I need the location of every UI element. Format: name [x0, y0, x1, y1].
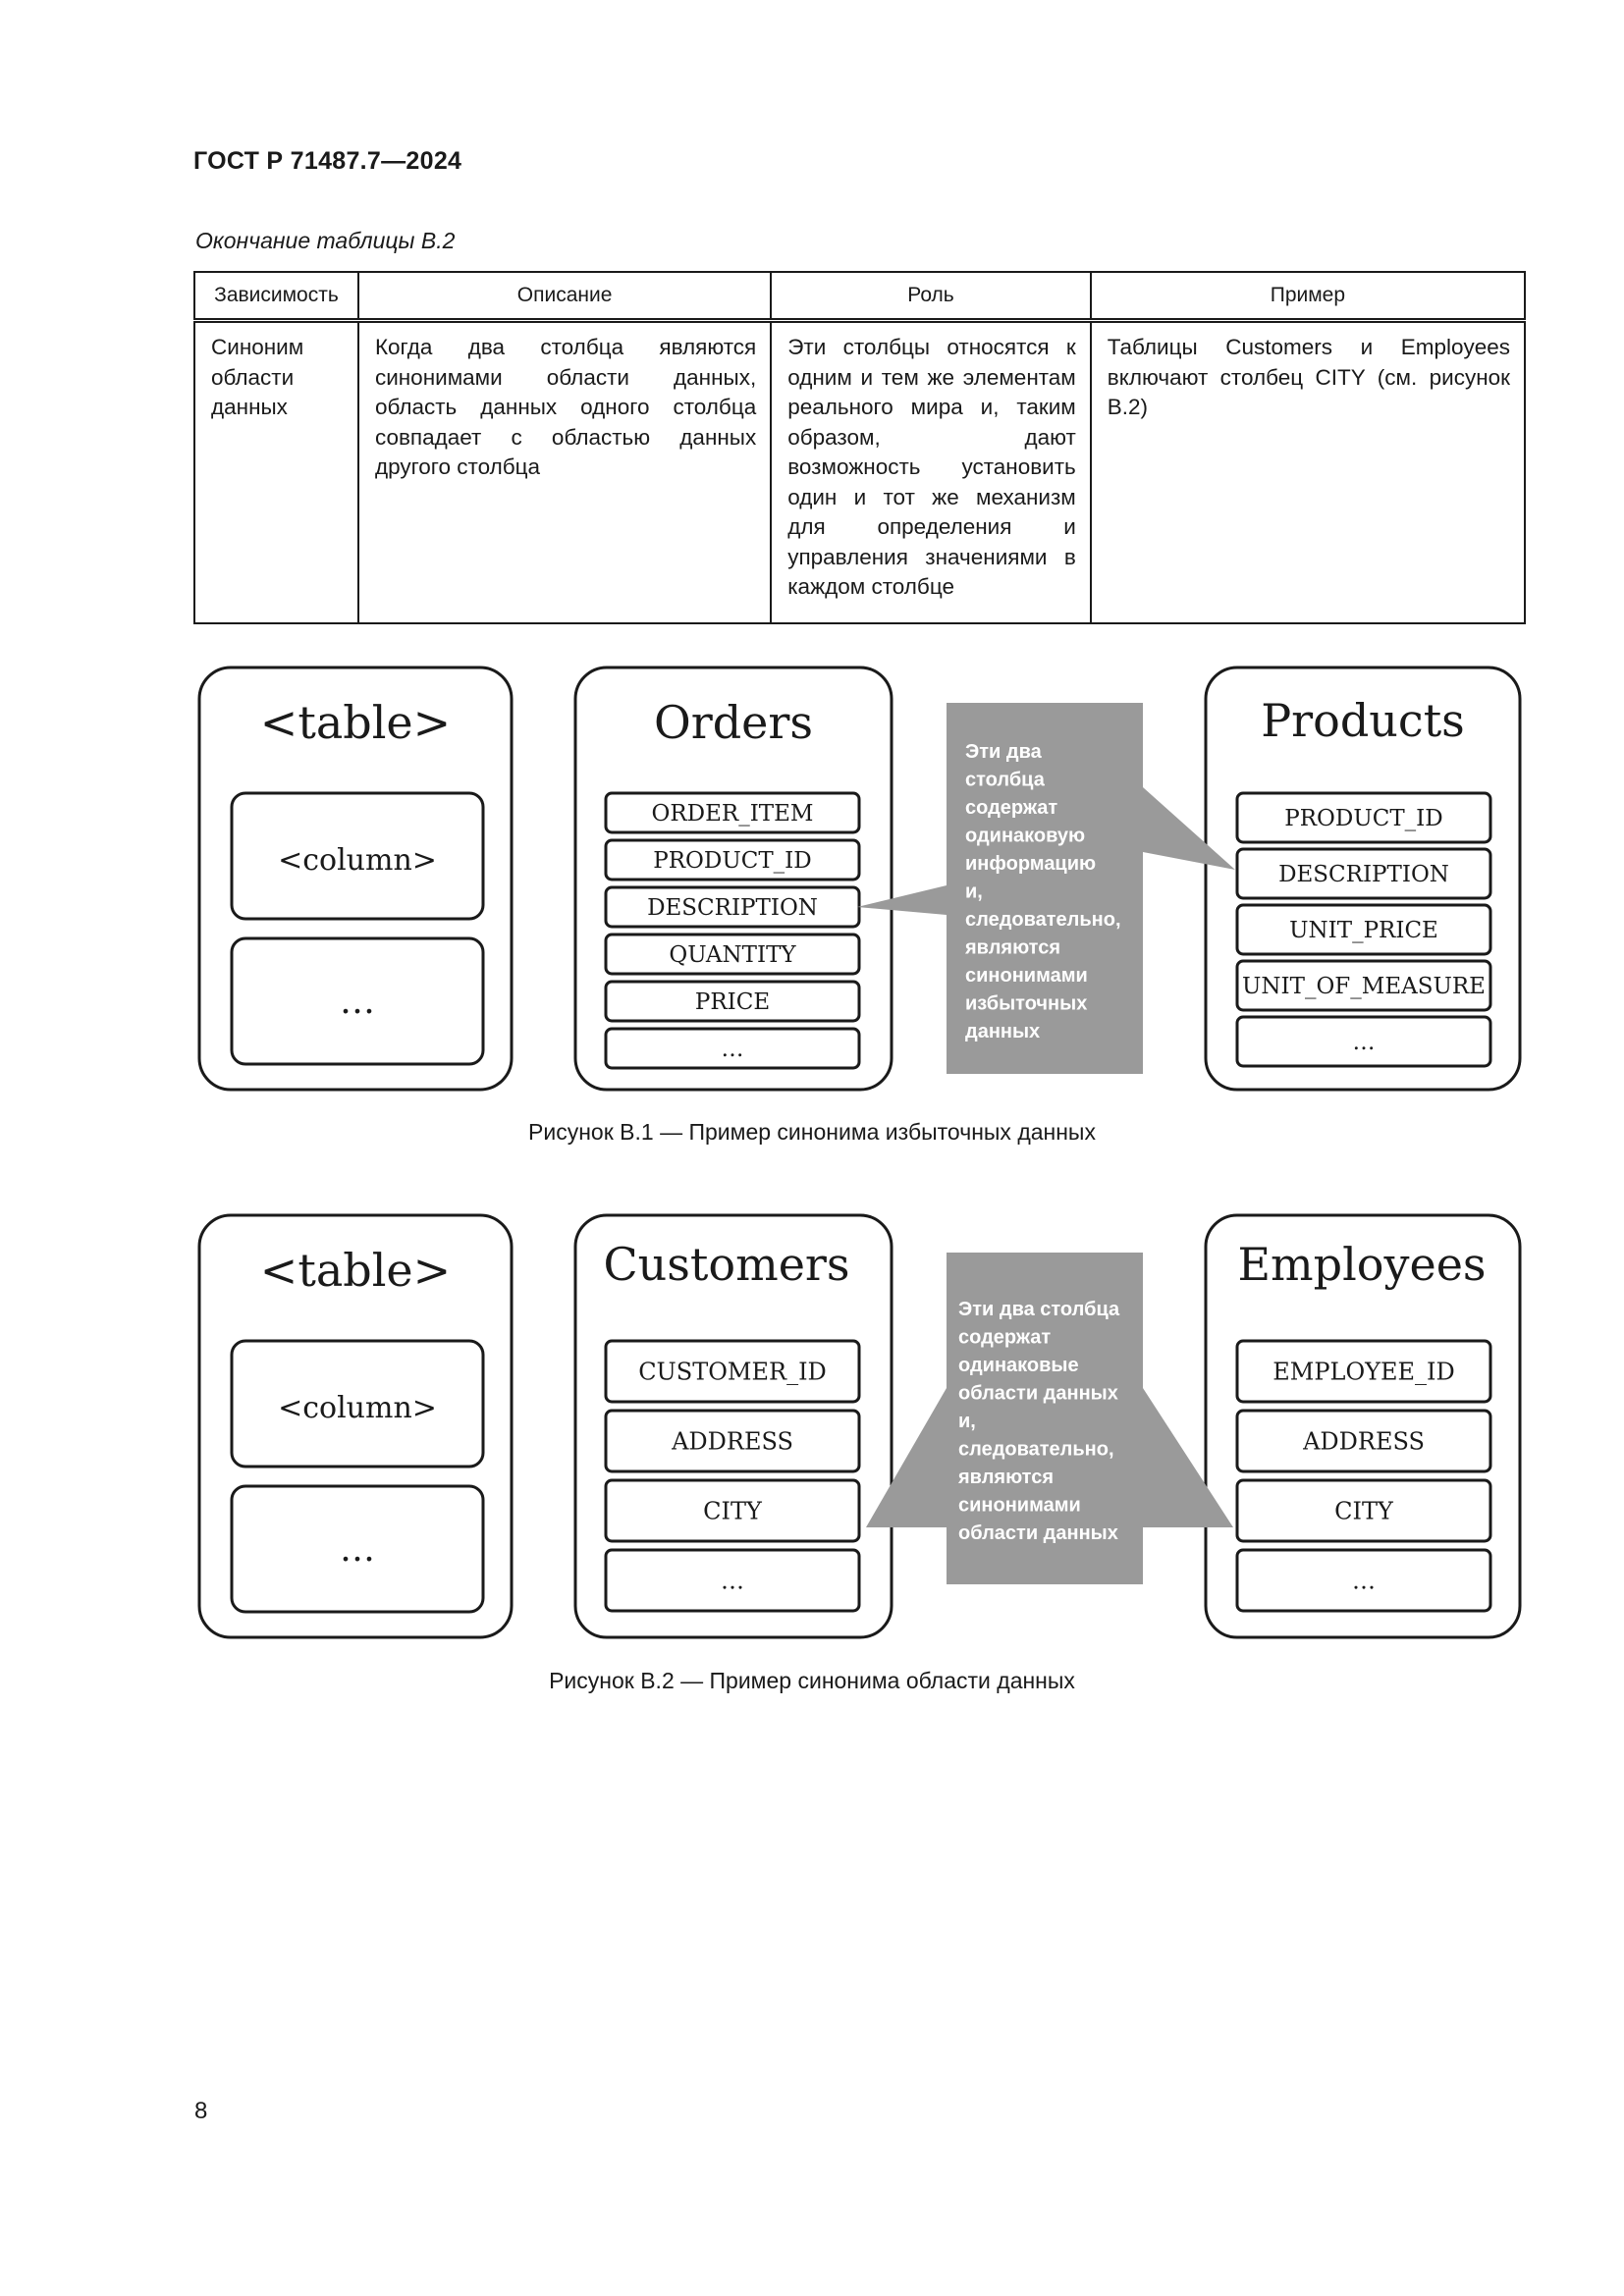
generic-column-label: <column> [278, 1391, 437, 1425]
callout-line: одинаковые [958, 1355, 1079, 1376]
dependency-table [193, 271, 1526, 624]
callout-line: содержат [958, 1326, 1052, 1349]
cell-role: Эти столбцы относятся к одним и тем же элементам реального мира и, таким образом, дают возможность установить один и тот же механизм для определения и управления значениями в каждом столбце [771, 321, 1091, 624]
customers-field-label: CUSTOMER_ID [638, 1358, 827, 1386]
callout-line: Эти два столбца [958, 1299, 1120, 1320]
products-field-label: … [1352, 1030, 1376, 1056]
figure-b2-diagram [193, 1211, 1526, 1641]
products-field-label: PRODUCT_ID [1284, 806, 1443, 832]
cell-example: Таблицы Customers и Employees включают столбец CITY (см. рисунок В.2) [1091, 321, 1525, 624]
callout-line: следовательно, [958, 1438, 1114, 1461]
callout-line: синонимами [958, 1494, 1081, 1517]
callout-line: одинаковую [965, 825, 1086, 847]
customers-field-label: CITY [703, 1497, 762, 1525]
products-title: Products [1261, 694, 1465, 747]
orders-field-label: PRODUCT_ID [653, 848, 812, 875]
standard-header: ГОСТ Р 71487.7—2024 [193, 147, 462, 175]
callout-line: области данных [958, 1382, 1118, 1405]
cell-dependency: Синоним области данных [194, 321, 358, 624]
callout-line: Эти два [965, 741, 1042, 763]
callout-line: синонимами [965, 965, 1088, 987]
orders-title: Orders [654, 696, 813, 749]
column-header-description: Описание [358, 272, 771, 321]
figure-b1-diagram [193, 664, 1526, 1094]
generic-table-title: <table> [259, 696, 452, 749]
products-field-label: DESCRIPTION [1278, 862, 1449, 888]
employees-field-label: CITY [1334, 1497, 1393, 1525]
orders-field-label: ORDER_ITEM [651, 801, 814, 828]
figure-b1 [193, 664, 1526, 1094]
figure-b2-caption: Рисунок В.2 — Пример синонима области данных [549, 1668, 1075, 1693]
generic-more-label: … [340, 982, 375, 1022]
callout-line: содержат [965, 797, 1058, 819]
products-field-label: UNIT_OF_MEASURE [1242, 974, 1486, 1000]
callout-line: столбца [965, 769, 1045, 791]
generic-column-label: <column> [278, 843, 437, 878]
table-caption: Окончание таблицы В.2 [195, 228, 456, 253]
table-header-row [194, 272, 1525, 321]
column-header-role: Роль [771, 272, 1091, 321]
callout-line: и, [958, 1411, 976, 1432]
table-row [194, 321, 1525, 624]
generic-more-label: … [340, 1529, 375, 1570]
column-header-example: Пример [1091, 272, 1525, 321]
products-field-label: UNIT_PRICE [1289, 918, 1438, 944]
figure-b2 [193, 1211, 1526, 1641]
generic-table-title: <table> [259, 1244, 452, 1297]
callout-shape [857, 703, 1235, 1074]
employees-field-label: ADDRESS [1303, 1427, 1425, 1456]
customers-field-label: ADDRESS [672, 1427, 793, 1456]
column-header-dependency: Зависимость [194, 272, 358, 321]
orders-field-label: … [721, 1037, 744, 1063]
customers-title: Customers [603, 1238, 850, 1291]
callout-line: являются [958, 1467, 1054, 1488]
callout-line: следовательно, [965, 909, 1121, 931]
callout-line: информацию [965, 853, 1097, 875]
figure-b1-caption: Рисунок В.1 — Пример синонима избыточных данных [528, 1119, 1096, 1145]
page-number: 8 [194, 2098, 208, 2124]
customers-field-label: … [721, 1567, 744, 1595]
callout-line: избыточных [965, 992, 1088, 1015]
callout-line: данных [965, 1021, 1041, 1042]
employees-title: Employees [1237, 1238, 1487, 1291]
callout-line: являются [965, 936, 1060, 959]
employees-field-label: … [1352, 1567, 1376, 1595]
callout-line: и, [965, 881, 983, 903]
orders-field-label: PRICE [694, 989, 771, 1016]
orders-field-label: DESCRIPTION [647, 895, 818, 922]
callout-line: области данных [958, 1522, 1118, 1544]
employees-field-label: EMPLOYEE_ID [1272, 1358, 1455, 1386]
orders-field-label: QUANTITY [669, 942, 796, 969]
cell-description: Когда два столбца являются синонимами области данных, область данных одного столбца совпадает с областью данных другого столбца [358, 321, 771, 624]
